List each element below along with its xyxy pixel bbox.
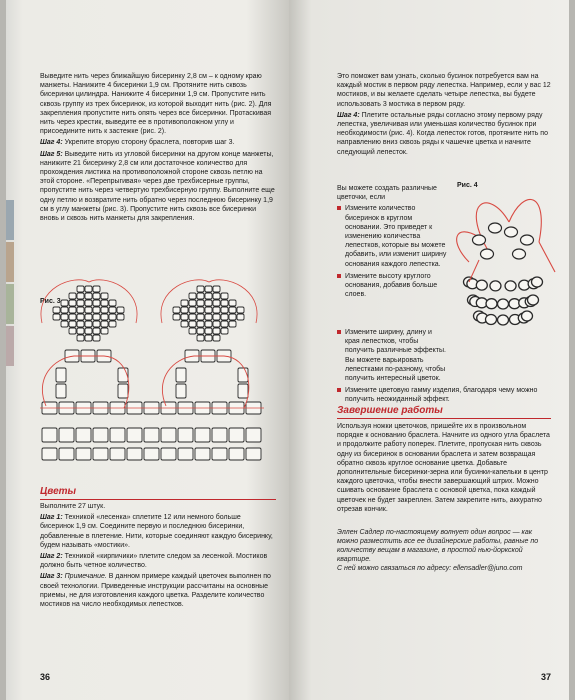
leaf-bead xyxy=(109,300,116,306)
petal-bead xyxy=(513,249,526,259)
leaf-bead xyxy=(181,307,188,313)
leaf-bead xyxy=(189,300,196,306)
leaf-bead xyxy=(237,314,244,320)
leaf-bead xyxy=(93,335,100,341)
leaf-bead xyxy=(205,321,212,327)
cuff-bead xyxy=(118,368,128,382)
figure-4-flower-diagram xyxy=(449,182,559,332)
cuff-bead xyxy=(127,448,142,460)
leaf-bead xyxy=(85,321,92,327)
leaf-bead xyxy=(173,307,180,313)
cuff-bead xyxy=(178,448,193,460)
leaf-bead xyxy=(181,300,188,306)
cuff-bead xyxy=(144,428,159,442)
variations-list xyxy=(337,204,447,299)
base-bead xyxy=(498,315,509,325)
step-3 xyxy=(40,572,276,609)
base-bead xyxy=(486,314,497,324)
cuff-bead xyxy=(59,428,74,442)
step-4-label: Шаг 4: xyxy=(40,139,63,147)
leaf-bead xyxy=(69,293,76,299)
leaf-bead xyxy=(69,328,76,334)
leaf-bead xyxy=(237,307,244,313)
base-bead xyxy=(498,299,509,309)
base-bead xyxy=(486,299,497,309)
step-1-label: Шаг 1: xyxy=(40,514,63,522)
continuation-paragraph: Это поможет вам узнать, сколько бусинок потребуется вам на каждый мостик в первом ряду лепестка. Например, если у вас 12 мостиков, и вы желаете сделать четыре лепестка, вы будете использовать 3 мостика в первом ряду. xyxy=(337,73,551,108)
leaf-bead xyxy=(221,314,228,320)
leaf-bead xyxy=(229,314,236,320)
leaf-bead xyxy=(213,321,220,327)
page-edge-tabs xyxy=(6,200,14,368)
finishing-paragraph: Используя ножки цветочков, пришейте их в произвольном порядке к основанию браслета. Начните из одного угла браслета и продолжите работу поперек. Плетите, пропуская нить сквозь одну из бисеринок в основании браслета и затем возвращая обратно сквозь круглое основание цветка. Добавьте дополнительные бисеринки-зерна или бусинки-капельки в центр каждого цветочка, чтобы внести завершающий штрих. Можно сшивать основание браслета с основой цветка, пока каждый цветочек не будет закреплен. Затем закрепите нить, аккуратно отрезав кончик. xyxy=(337,423,550,513)
petal-bead xyxy=(521,235,534,245)
base-bead xyxy=(522,311,533,321)
leaf-bead xyxy=(101,321,108,327)
cuff-bead xyxy=(246,428,261,442)
cuff-bead xyxy=(110,428,125,442)
leaf-bead xyxy=(189,314,196,320)
cuff-bead xyxy=(42,448,57,460)
leaf-bead xyxy=(61,314,68,320)
step-4 xyxy=(40,138,276,147)
leaf-bead xyxy=(205,314,212,320)
leaf-bead xyxy=(93,328,100,334)
leaf-bead xyxy=(189,307,196,313)
thread-strand xyxy=(539,242,555,272)
leaf-bead xyxy=(181,321,188,327)
cuff-bead xyxy=(76,428,91,442)
step-4-right-text: Плетите остальные ряды согласно этому первому ряду лепестка, увеличивая или уменьшая количество бусинок при необходимости (рис. 4). Когда лепесток готов, протяните нить по направлению вниз сквозь ряды к чашечке цветка и начните следующий лепесток. xyxy=(337,111,548,156)
leaf-bead xyxy=(85,307,92,313)
leaf-bead xyxy=(197,293,204,299)
leaf-bead xyxy=(101,328,108,334)
leaf-bead xyxy=(93,314,100,320)
step-1 xyxy=(40,513,276,550)
petal-bead xyxy=(505,227,518,237)
cuff-bead xyxy=(212,448,227,460)
leaf-bead xyxy=(93,307,100,313)
leaf-bead xyxy=(205,286,212,292)
thread-path xyxy=(42,356,128,408)
petal-bead xyxy=(473,235,486,245)
variation-item: Измените высоту круглого основания, добавив больше слоев. xyxy=(337,272,447,300)
leaf-bead xyxy=(77,293,84,299)
step-3-label: Шаг 3: xyxy=(40,573,63,581)
cuff-bead xyxy=(229,428,244,442)
section-rule-right xyxy=(337,418,551,419)
cuff-bead xyxy=(110,448,125,460)
left-text-block-2 xyxy=(40,502,276,611)
leaf-bead xyxy=(117,307,124,313)
leaf-bead xyxy=(197,300,204,306)
leaf-bead xyxy=(85,328,92,334)
leaf-bead xyxy=(221,307,228,313)
cuff-bead xyxy=(176,368,186,382)
leaf-bead xyxy=(213,300,220,306)
cuff-bead xyxy=(178,428,193,442)
base-bead xyxy=(532,277,543,287)
leaf-bead xyxy=(229,307,236,313)
leaf-bead xyxy=(189,293,196,299)
leaf-bead xyxy=(213,293,220,299)
leaf-bead xyxy=(213,314,220,320)
section-rule xyxy=(40,499,276,500)
step-2 xyxy=(40,552,276,570)
leaf-bead xyxy=(77,307,84,313)
cuff-bead xyxy=(144,448,159,460)
variations-block xyxy=(337,184,447,302)
cuff-bead xyxy=(195,448,210,460)
step-5-label: Шаг 5: xyxy=(40,150,63,158)
step-3-note: Примечание. xyxy=(62,573,107,581)
leaf-bead xyxy=(85,335,92,341)
leaf-bead xyxy=(101,293,108,299)
leaf-bead xyxy=(205,293,212,299)
leaf-bead xyxy=(69,314,76,320)
left-page xyxy=(6,0,289,700)
leaf-bead xyxy=(93,321,100,327)
leaf-bead xyxy=(213,335,220,341)
step-5 xyxy=(40,150,276,224)
petal-bead xyxy=(489,223,502,233)
step-4-right xyxy=(337,111,551,157)
leaf-bead xyxy=(85,286,92,292)
right-page xyxy=(289,0,569,700)
leaf-bead xyxy=(69,321,76,327)
figure-3-bead-diagram xyxy=(34,278,274,478)
leaf-bead xyxy=(61,321,68,327)
leaf-bead xyxy=(221,321,228,327)
variation-item: Измените ширину, длину и края лепестков, чтобы получить различные эффекты. Вы можете варьировать лепестками по-разному, чтобы получить интересный цветок. xyxy=(337,328,551,383)
intro-paragraph: Выведите нить через ближайшую бисеринку 2,8 см – к одному краю манжеты. Нанижите 4 бисеринки 1,9 см. Протяните нить сквозь бисеринки цилиндра. Нанижите 4 бисеринки 1,9 см. Пропустите нить сквозь группу из трех бисеринок, из которой выходит нить (рис. 2). Для закрепления пропустите нить опять через все бисеринки. Протаскивая нить через крестик, выведите ее в противоположном углу и присоедините нить к застежке (рис. 2). xyxy=(40,73,272,136)
leaf-bead xyxy=(229,300,236,306)
cuff-bead xyxy=(212,428,227,442)
cuff-bead xyxy=(246,448,261,460)
leaf-bead xyxy=(221,293,228,299)
step-2-text: Техникой «кирпичики» плетите следом за лесенкой. Мостиков должно быть четное количество. xyxy=(40,553,268,570)
leaf-bead xyxy=(77,335,84,341)
leaf-bead xyxy=(213,307,220,313)
leaf-bead xyxy=(109,321,116,327)
section-title-finishing: Завершение работы xyxy=(337,405,443,416)
variations-intro: Вы можете создать различные цветочки, если xyxy=(337,185,437,202)
leaf-bead xyxy=(181,314,188,320)
leaf-bead xyxy=(77,314,84,320)
variations-list-2 xyxy=(337,328,551,405)
cuff-bead xyxy=(118,384,128,398)
leaf-bead xyxy=(77,300,84,306)
leaf-bead xyxy=(221,300,228,306)
leaf-bead xyxy=(173,314,180,320)
leaf-bead xyxy=(93,293,100,299)
cuff-bead xyxy=(59,448,74,460)
leaf-bead xyxy=(197,321,204,327)
leaf-bead xyxy=(77,321,84,327)
leaf-bead xyxy=(77,286,84,292)
cuff-bead xyxy=(238,368,248,382)
variation-item: Измените цветовую гамму изделия, благодаря чему можно получить неожиданный эффект. xyxy=(337,386,551,404)
step-2-label: Шаг 2: xyxy=(40,553,63,561)
page-number-left: 36 xyxy=(40,672,51,682)
leaf-bead xyxy=(205,335,212,341)
leaf-bead xyxy=(101,300,108,306)
variations-block-2 xyxy=(337,328,551,408)
cuff-bead xyxy=(238,384,248,398)
cuff-bead xyxy=(161,428,176,442)
leaf-bead xyxy=(197,286,204,292)
leaf-bead xyxy=(53,307,60,313)
cuff-bead xyxy=(229,448,244,460)
base-bead xyxy=(528,295,539,305)
figure-4-label: Рис. 4 xyxy=(457,182,478,189)
section-title-flowers: Цветы xyxy=(40,486,77,497)
leaf-bead xyxy=(213,328,220,334)
right-text-block-1 xyxy=(337,72,551,159)
author-bio-text: Эллен Садлер по-настоящему волнует один вопрос — как можно разместить все ее дизайнерские работы, равные по количеству вещам в магазине, в простой нью-йоркской квартире. xyxy=(337,529,539,563)
right-cover-edge xyxy=(569,0,575,700)
leaf-bead xyxy=(197,307,204,313)
leaf-bead xyxy=(109,314,116,320)
thread-path xyxy=(162,356,248,408)
leaf-bead xyxy=(109,307,116,313)
cuff-bead xyxy=(93,428,108,442)
step-4-text: Укрепите вторую сторону браслета, повторив шаг 3. xyxy=(62,139,235,147)
cuff-bead xyxy=(127,428,142,442)
base-bead xyxy=(476,280,487,290)
leaf-bead xyxy=(61,307,68,313)
author-bio xyxy=(337,528,551,573)
cuff-bead xyxy=(56,368,66,382)
leaf-bead xyxy=(197,314,204,320)
leaf-bead xyxy=(53,314,60,320)
leaf-bead xyxy=(189,328,196,334)
leaf-bead xyxy=(101,314,108,320)
leaf-bead xyxy=(197,328,204,334)
leaf-bead xyxy=(205,300,212,306)
step-4-right-label: Шаг 4: xyxy=(337,111,360,119)
leaf-bead xyxy=(85,300,92,306)
cuff-bead xyxy=(42,428,57,442)
leaf-bead xyxy=(69,300,76,306)
base-bead xyxy=(490,281,501,291)
leaf-bead xyxy=(117,314,124,320)
leaf-bead xyxy=(85,293,92,299)
leaf-bead xyxy=(229,321,236,327)
leaf-bead xyxy=(85,314,92,320)
cuff-bead xyxy=(76,448,91,460)
cuff-bead xyxy=(176,384,186,398)
leaf-bead xyxy=(93,286,100,292)
cuff-bead xyxy=(161,448,176,460)
leaf-bead xyxy=(221,328,228,334)
leaf-bead xyxy=(61,300,68,306)
step-5-text: Выведите нить из угловой бисеринки на другом конце манжеты, нанижите 21 бисеринку 2,8 см или достаточное количество для прохождения листика на противоположной стороне сквозь петлю на этой стороне. «Перепрыгивая» через две трехбисерные группы, пропустите нить через четвертую трехбисерную группу. Выполните еще одну петлю и возвратите нить обратно через последнюю бисеринку 1,9 см в углу манжеты (рис. 3). Пропустите нить сквозь все бисеринки вновь и сквозь нить манжеты для закрепления. xyxy=(40,150,275,223)
petal-bead xyxy=(481,249,494,259)
author-contact: С ней можно связаться по адресу: ellensadler@juno.com xyxy=(337,565,523,572)
leaf-bead xyxy=(197,335,204,341)
step-3-text: В данном примере каждый цветочек выполнен по своей технологии. Приведенные инструкции рассчитаны на основные приемы, не для изготовления каждого цветка. Разделите количество мостиков на число необходимых лепестков. xyxy=(40,573,271,609)
count-line: Выполните 27 штук. xyxy=(40,503,106,510)
finishing-text-block xyxy=(337,422,551,516)
leaf-bead xyxy=(189,321,196,327)
step-1-text: Техникой «лесенка» сплетите 12 или немного больше бисеринок 1,9 см. Соедините первую и последнюю бисеринки, добавленные в плетение. Нити, которые соединяют каждую бисеринку, будем называть «мостики». xyxy=(40,514,273,549)
page-number-right: 37 xyxy=(541,672,552,682)
leaf-bead xyxy=(101,307,108,313)
leaf-bead xyxy=(93,300,100,306)
cuff-bead xyxy=(93,448,108,460)
figure-3-label: Рис. 3 xyxy=(40,298,61,305)
variation-item: Измените количество бисеринок в круглом основании. Это приведет к изменению количества лепестков, которые вы можете добавить, или изменит ширину основания каждого лепестка. xyxy=(337,204,447,268)
cuff-bead xyxy=(56,384,66,398)
leaf-bead xyxy=(205,328,212,334)
base-bead xyxy=(505,281,516,291)
cuff-bead xyxy=(195,428,210,442)
leaf-bead xyxy=(205,307,212,313)
left-text-block-1 xyxy=(40,72,276,225)
leaf-bead xyxy=(77,328,84,334)
leaf-bead xyxy=(213,286,220,292)
leaf-bead xyxy=(69,307,76,313)
